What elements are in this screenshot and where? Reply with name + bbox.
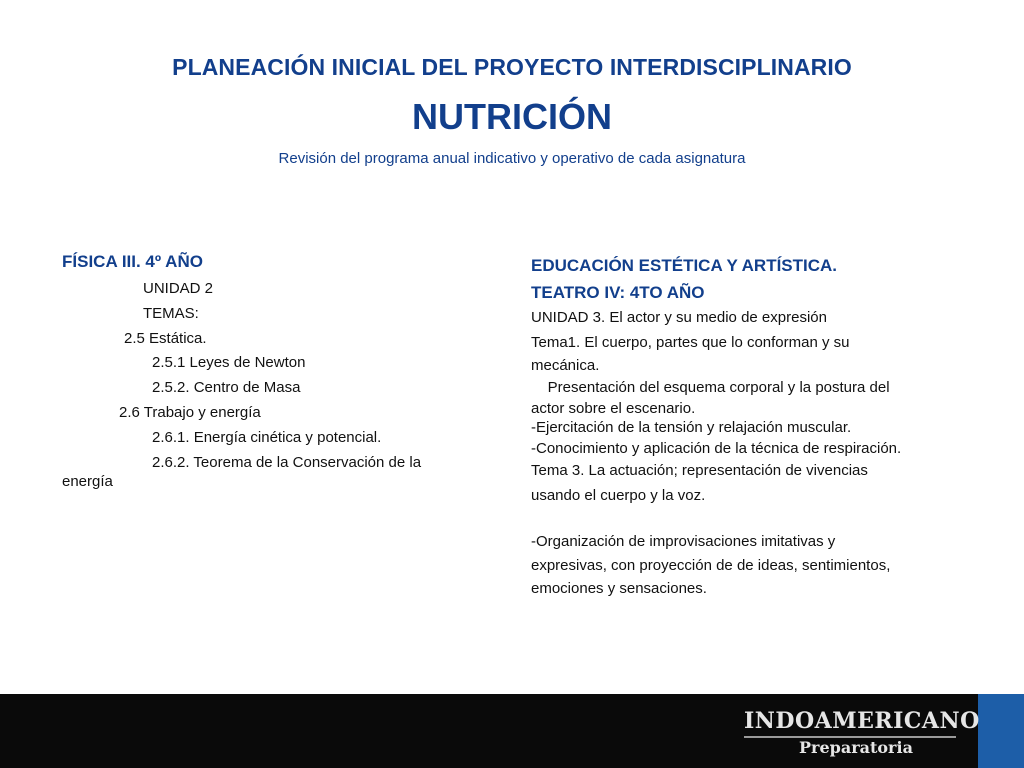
- fisica-temas-label: TEMAS:: [143, 305, 199, 322]
- artistica-line: Presentación del esquema corporal y la postura del: [531, 379, 890, 396]
- fisica-topic-2-6-2-cont: energía: [62, 473, 113, 490]
- artistica-line: -Ejercitación de la tensión y relajación muscular.: [531, 419, 852, 436]
- artistica-line: -Conocimiento y aplicación de la técnica de respiración.: [531, 440, 902, 457]
- fisica-topic-2-6-1: 2.6.1. Energía cinética y potencial.: [152, 429, 382, 446]
- footer-accent: [978, 694, 1024, 768]
- fisica-unidad: UNIDAD 2: [143, 280, 214, 297]
- artistica-line: UNIDAD 3. El actor y su medio de expresión: [531, 309, 827, 326]
- fisica-topic-2-6-2: 2.6.2. Teorema de la Conservación de la: [152, 454, 422, 471]
- page-subtitle: Revisión del programa anual indicativo y operativo de cada asignatura: [278, 150, 746, 167]
- artistica-line: emociones y sensaciones.: [531, 580, 707, 597]
- artistica-heading: EDUCACIÓN ESTÉTICA Y ARTÍSTICA.: [531, 256, 838, 275]
- artistica-line: actor sobre el escenario.: [531, 400, 696, 417]
- fisica-topic-2-5: 2.5 Estática.: [124, 330, 207, 347]
- artistica-line: Tema 3. La actuación; representación de vivencias: [531, 462, 868, 479]
- artistica-line: mecánica.: [531, 357, 600, 374]
- teatro-heading: TEATRO IV: 4TO AÑO: [531, 283, 705, 302]
- logo-subtext: Preparatoria: [799, 738, 913, 757]
- artistica-line: Tema1. El cuerpo, partes que lo conforman y su: [531, 334, 850, 351]
- fisica-topic-2-5-2: 2.5.2. Centro de Masa: [152, 379, 301, 396]
- fisica-heading: FÍSICA III. 4º AÑO: [62, 252, 203, 271]
- fisica-topic-2-5-1: 2.5.1 Leyes de Newton: [152, 354, 306, 371]
- artistica-line: usando el cuerpo y la voz.: [531, 487, 706, 504]
- artistica-line: expresivas, con proyección de de ideas, sentimientos,: [531, 557, 891, 574]
- fisica-topic-2-6: 2.6 Trabajo y energía: [119, 404, 261, 421]
- project-name: NUTRICIÓN: [412, 96, 612, 137]
- page-title: PLANEACIÓN INICIAL DEL PROYECTO INTERDISCIPLINARIO: [172, 54, 852, 80]
- footer-band: [0, 694, 1024, 768]
- artistica-line: -Organización de improvisaciones imitativas y: [531, 533, 836, 550]
- logo-text: INDOAMERICANO: [744, 708, 980, 734]
